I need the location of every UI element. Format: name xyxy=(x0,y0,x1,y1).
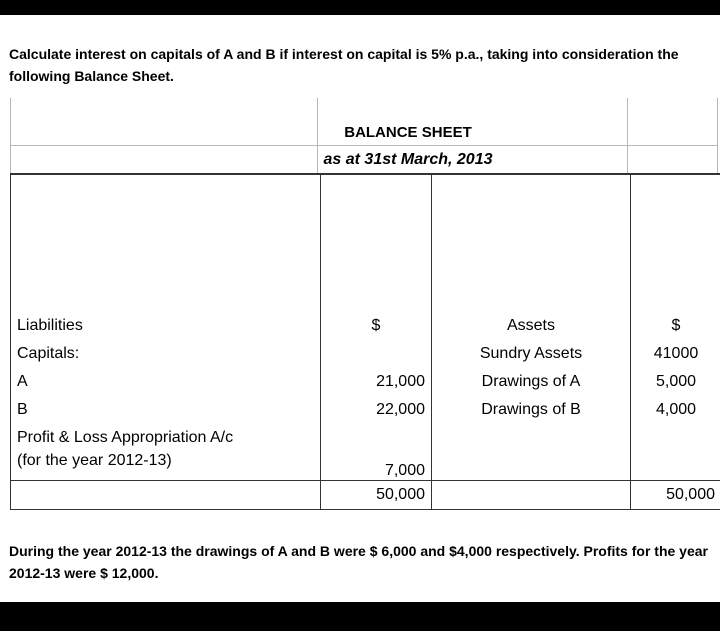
liability-amount: 7,000 xyxy=(321,452,432,481)
asset-label: Drawings of B xyxy=(432,396,631,424)
table-row xyxy=(11,340,720,368)
asset-amount: 5,000 xyxy=(631,368,720,396)
assets-currency: $ xyxy=(631,312,720,340)
title-frame-divider-2 xyxy=(627,98,628,174)
liabilities-header: Liabilities xyxy=(11,312,321,340)
table-row xyxy=(11,424,720,452)
liability-label: A xyxy=(11,368,321,396)
liabilities-total: 50,000 xyxy=(321,481,432,510)
asset-amount xyxy=(631,424,720,452)
asset-amount xyxy=(631,452,720,481)
liability-amount: 22,000 xyxy=(321,396,432,424)
liability-label: Profit & Loss Appropriation A/c xyxy=(11,424,321,452)
liability-amount xyxy=(321,340,432,368)
title-frame-left xyxy=(10,98,11,174)
bottom-black-bar xyxy=(0,602,720,631)
asset-label: Drawings of A xyxy=(432,368,631,396)
assets-header: Assets xyxy=(432,312,631,340)
table-row xyxy=(11,396,720,424)
liability-amount xyxy=(321,424,432,452)
totals-row xyxy=(11,481,720,510)
balance-sheet-title: BALANCE SHEET xyxy=(344,124,472,141)
liabilities-currency: $ xyxy=(321,312,432,340)
liability-label: Capitals: xyxy=(11,340,321,368)
title-frame-rule xyxy=(10,145,718,146)
asset-label xyxy=(432,452,631,481)
table-row xyxy=(11,368,720,396)
asset-label: Sundry Assets xyxy=(432,340,631,368)
liability-amount: 21,000 xyxy=(321,368,432,396)
asset-label xyxy=(432,424,631,452)
liability-label: (for the year 2012-13) xyxy=(11,452,321,481)
liability-label: B xyxy=(11,396,321,424)
assets-total: 50,000 xyxy=(631,481,720,510)
asset-amount: 4,000 xyxy=(631,396,720,424)
table-row xyxy=(11,452,720,481)
table-header-row xyxy=(11,312,720,340)
top-black-bar xyxy=(0,0,720,15)
balance-sheet-subtitle: as at 31st March, 2013 xyxy=(323,151,493,168)
asset-amount: 41000 xyxy=(631,340,720,368)
title-frame-right xyxy=(717,98,718,174)
question-intro: Calculate interest on capitals of A and B if interest on capital is 5% p.a., taking into consideration the following Balance Sheet. xyxy=(9,46,679,84)
table-spacer-row xyxy=(11,174,720,312)
question-footer: During the year 2012-13 the drawings of A and B were $ 6,000 and $4,000 respectively. Profits for the year 2012-13 were $ 12,000. xyxy=(9,543,708,581)
balance-sheet-table xyxy=(10,173,720,510)
